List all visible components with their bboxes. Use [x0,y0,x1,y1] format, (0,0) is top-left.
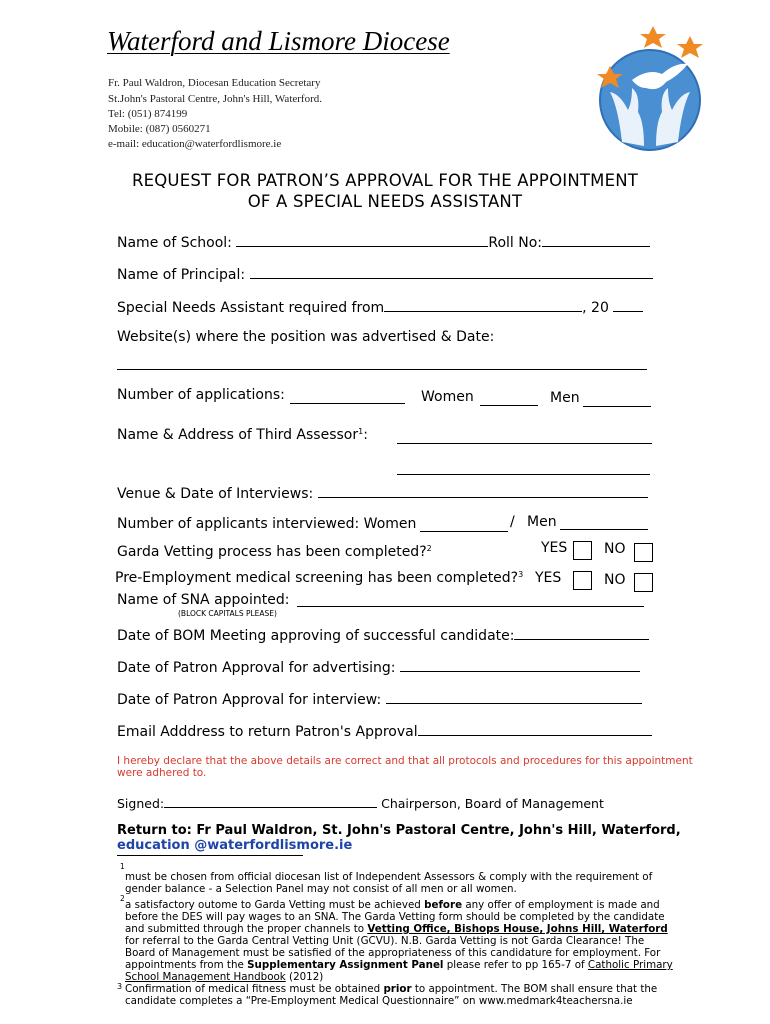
signed-label: Signed: [117,796,165,811]
third-assessor-label: Name & Address of Third Assessor$^1$: [117,427,368,443]
return-to-email-row [117,838,352,853]
women-field[interactable] [480,405,538,406]
fn3-bold-prior: prior [383,983,412,995]
principal-row [117,264,653,283]
school-field[interactable] [236,232,488,247]
block-capitals-hint: (BLOCK CAPITALS PLEASE) [178,609,277,618]
footnote-2-line5: Board of Management must be satisfied of the appropriateness of this candidature for employment. For [125,947,661,959]
footnote-2-line6 [125,959,673,971]
footnote-ref-3: 3 [518,570,524,579]
handbook-year: (2012) [285,971,324,983]
venue-row [117,483,648,502]
contact-mobile: Mobile: (087) 0560271 [108,123,211,135]
patron-advertising-label: Date of Patron Approval for advertising: [117,660,396,676]
return-email-link[interactable]: education @waterfordlismore.ie [117,838,353,853]
email-return-label: Email Adddress to return Patron's Approval [117,724,418,740]
third-assessor-field-2[interactable] [397,474,650,475]
school-label: Name of School: [117,235,232,251]
medical-label [115,570,523,586]
roll-field[interactable] [542,232,650,247]
footnote-number-3: 3 [117,982,123,991]
footnote-2-line2: before the DES will pay wages to an SNA. The Garda Vetting form should be completed by the candidate [125,911,665,923]
footnote-3-line1 [125,983,657,995]
medical-no-checkbox[interactable] [634,573,653,592]
school-row [117,232,650,251]
declaration-line1: I hereby declare that the above details are correct and that all protocols and procedures for this appointment [117,755,693,767]
interviewed-men-field[interactable] [560,529,648,530]
medical-yes-label: YES [535,570,562,586]
patron-advertising-field[interactable] [400,657,640,672]
supplementary-panel: Supplementary Assignment Panel [247,959,444,971]
patron-interview-field[interactable] [386,689,642,704]
principal-field[interactable] [250,264,653,279]
patron-interview-label: Date of Patron Approval for interview: [117,692,382,708]
interviewed-label: Number of applicants interviewed: Women [117,516,417,532]
garda-no-checkbox[interactable] [634,543,653,562]
website-label: Website(s) where the position was advertised & Date: [117,329,495,345]
signature-field[interactable] [164,795,377,808]
sna-required-row [117,297,643,316]
garda-text: Garda Vetting process has been completed? [117,544,427,560]
contact-address: St.John's Pastoral Centre, John's Hill, Waterford. [108,93,322,105]
medical-yes-checkbox[interactable] [573,571,592,590]
signed-row [117,795,604,811]
footnote-number-1: 1 [120,862,125,871]
fn2-text: a satisfactory outome to Garda Vetting must be achieved [125,899,425,911]
footnote-2-line7 [125,971,323,983]
signed-role: Chairperson, Board of Management [381,796,604,811]
footnote-ref-2: 2 [426,544,432,553]
form-title-line1: REQUEST FOR PATRON’S APPROVAL FOR THE APPOINTMENT [131,171,639,190]
declaration-line2: were adhered to. [117,767,207,779]
venue-label: Venue & Date of Interviews: [117,486,314,502]
footnote-1-line2: gender balance - a Selection Panel may not consist of all men or all women. [125,883,517,895]
sna-required-field[interactable] [384,297,582,312]
applications-field[interactable] [290,403,405,404]
fn3-text: Confirmation of medical fitness must be obtained [125,983,384,995]
return-to-address: Return to: Fr Paul Waldron, St. John's Pastoral Centre, John's Hill, Waterford, [117,823,681,838]
fn2-l6-cont: please refer to pp 165-7 of [443,959,588,971]
garda-no-label: NO [604,541,626,557]
bom-meeting-field[interactable] [514,625,649,640]
vetting-office-address: Vetting Office, Bishops House, Johns Hill, Waterford [367,923,668,935]
footnote-2-line3 [125,923,668,935]
men-label: Men [550,390,580,406]
handbook-link-part2[interactable]: School Management Handbook [125,971,286,983]
email-return-field[interactable] [418,721,652,736]
men-field[interactable] [583,406,651,407]
fn2-l3-text: and submitted through the proper channels to [125,923,368,935]
roll-label: Roll No: [488,235,543,251]
fn3-text-cont: to appointment. The BOM shall ensure that the [411,983,658,995]
contact-email: e-mail: education@waterfordlismore.ie [108,138,282,150]
email-return-row [117,721,652,740]
fn2-bold-before: before [424,899,463,911]
diocese-title: Waterford and Lismore Diocese [107,26,450,56]
bom-meeting-label: Date of BOM Meeting approving of successful candidate: [117,628,515,644]
applications-label: Number of applications: [117,387,285,403]
women-label: Women [421,389,474,405]
garda-yes-label: YES [541,540,568,556]
bom-meeting-row [117,625,649,644]
third-assessor-field-1[interactable] [397,443,652,444]
footnote-2-line4: for referral to the Garda Central Vetting Unit (GCVU). N.B. Garda Vetting is not Garda Clearance! The [125,935,645,947]
garda-label [117,544,432,560]
footnote-2-line1 [125,899,660,911]
dove-hands-stars-logo [592,22,712,154]
principal-label: Name of Principal: [117,267,246,283]
sna-appointed-field[interactable] [297,606,644,607]
footnote-number-2: 2 [120,894,125,903]
interviewed-women-field[interactable] [420,531,508,532]
footnote-1-line1: must be chosen from official diocesan list of Independent Assessors & comply with the requirement of [125,871,653,883]
medical-text: Pre-Employment medical screening has been completed? [115,570,519,586]
sna-required-label: Special Needs Assistant required from [117,300,385,316]
footnote-separator [117,855,303,856]
garda-yes-checkbox[interactable] [573,541,592,560]
fn2-text-cont: any offer of employment is made and [462,899,660,911]
contact-secretary: Fr. Paul Waldron, Diocesan Education Secretary [108,77,321,89]
contact-tel: Tel: (051) 874199 [108,108,188,120]
footnote-ref-1: 1 [358,427,364,436]
patron-interview-row [117,689,642,708]
handbook-link-part1[interactable]: Catholic Primary [587,959,673,971]
year-prefix: , 20 [582,300,609,316]
interviewed-separator: / [510,514,515,530]
year-field[interactable] [613,297,643,312]
fn2-l6-text: appointments from the [125,959,248,971]
sna-appointed-label: Name of SNA appointed: [117,592,290,608]
footnote-3-line2: candidate completes a “Pre-Employment Medical Questionnaire” on www.medmark4teachersna.ie [125,995,633,1007]
website-field[interactable] [117,369,647,370]
patron-advertising-row [117,657,640,676]
form-title-line2: OF A SPECIAL NEEDS ASSISTANT [247,192,523,211]
interviewed-men-label: Men [527,514,557,530]
venue-field[interactable] [318,483,648,498]
third-assessor-text: Name & Address of Third Assessor [117,427,359,443]
medical-no-label: NO [604,572,626,588]
